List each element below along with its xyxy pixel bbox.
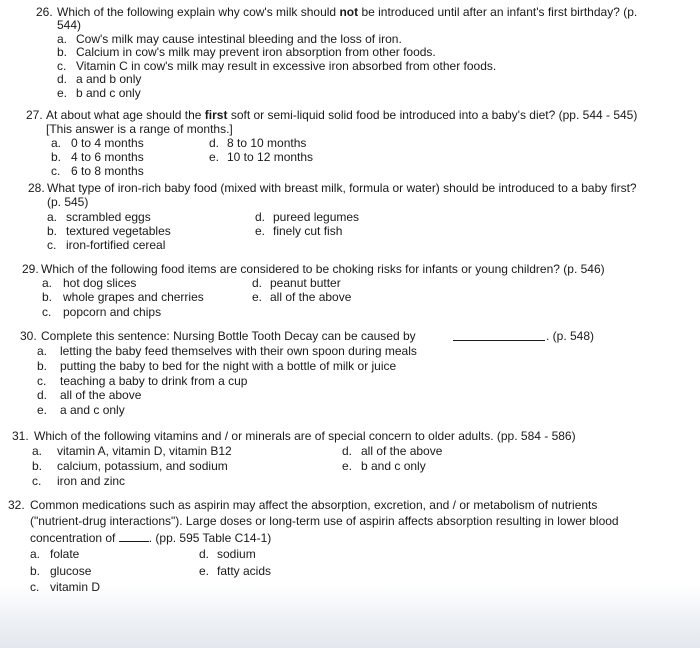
- option-letter: a.: [51, 136, 62, 150]
- stem-text: Which of the following explain why cow's milk should: [57, 5, 337, 19]
- option-letter: d.: [209, 136, 220, 150]
- option-text: textured vegetables: [66, 224, 171, 238]
- option-text: hot dog slices: [63, 276, 137, 290]
- option-letter: d.: [199, 547, 210, 561]
- question-stem-cont: [This answer is a range of months.]: [46, 122, 233, 136]
- option-letter: a.: [42, 276, 53, 290]
- option-text: teaching a baby to drink from a cup: [60, 374, 248, 388]
- option-letter: c.: [51, 164, 61, 178]
- option-letter: c.: [57, 59, 67, 73]
- question-number: 27.: [26, 108, 43, 122]
- option-letter: c.: [30, 580, 40, 594]
- option-letter: d.: [37, 388, 48, 402]
- option-letter: b.: [30, 564, 41, 578]
- option-letter: a.: [37, 344, 48, 358]
- question-number: 29.: [22, 262, 39, 276]
- option-text: glucose: [50, 564, 92, 578]
- option-text: 8 to 10 months: [227, 136, 307, 150]
- option-text: 10 to 12 months: [227, 150, 314, 164]
- question-number: 26.: [36, 5, 53, 19]
- question-stem-end: . (p. 548): [546, 329, 595, 343]
- option-letter: a.: [30, 547, 41, 561]
- option-letter: c.: [32, 474, 42, 488]
- question-stem: Which of the following food items are considered to be choking risks for infants or young children? (p. 546): [41, 262, 605, 276]
- question-number: 32.: [8, 498, 25, 512]
- question-stem: Which of the following vitamins and / or minerals are of special concern to older adults. (pp. 584 - 586): [34, 429, 576, 443]
- option-text: fatty acids: [217, 564, 272, 578]
- option-text: popcorn and chips: [63, 305, 162, 319]
- option-letter: e.: [37, 403, 48, 417]
- emphasis-first: first: [204, 108, 228, 122]
- emphasis-not: not: [339, 5, 359, 19]
- option-text: all of the above: [60, 388, 142, 402]
- option-letter: b.: [32, 459, 43, 473]
- option-text: iron and zinc: [57, 474, 126, 488]
- stem-text: soft or semi-liquid solid food be introduced into a baby's diet? (pp. 544 - 545): [230, 108, 638, 122]
- option-text: b and c only: [361, 459, 426, 473]
- option-text: peanut butter: [270, 276, 341, 290]
- option-letter: e.: [209, 150, 220, 164]
- option-text: a and c only: [60, 403, 125, 417]
- option-letter: c.: [47, 238, 57, 252]
- stem-text: be introduced until after an infant's first birthday? (p.: [361, 5, 638, 19]
- option-letter: c.: [42, 305, 52, 319]
- option-letter: b.: [57, 45, 68, 59]
- option-text: 0 to 4 months: [71, 136, 144, 150]
- option-text: putting the baby to bed for the night with a bottle of milk or juice: [60, 359, 397, 373]
- option-text: sodium: [217, 547, 256, 561]
- option-text: finely cut fish: [273, 224, 343, 238]
- option-text: calcium, potassium, and sodium: [57, 459, 228, 473]
- option-text: vitamin D: [50, 580, 101, 594]
- option-text: a and b only: [76, 72, 142, 86]
- option-text: folate: [50, 547, 80, 561]
- option-text: iron-fortified cereal: [66, 238, 166, 252]
- option-text: pureed legumes: [273, 210, 360, 224]
- option-text: vitamin A, vitamin D, vitamin B12: [57, 444, 232, 458]
- question-number: 31.: [12, 429, 29, 443]
- option-text: letting the baby feed themselves with their own spoon during meals: [60, 344, 417, 358]
- option-letter: e.: [252, 290, 263, 304]
- option-letter: e.: [255, 224, 266, 238]
- question-stem-cont: (p. 545): [47, 195, 89, 209]
- option-letter: e.: [57, 86, 68, 100]
- option-letter: a.: [47, 210, 58, 224]
- option-text: whole grapes and cherries: [63, 290, 204, 304]
- question-stem-cont: 544): [57, 18, 82, 32]
- option-text: Calcium in cow's milk may prevent iron absorption from other foods.: [76, 45, 436, 59]
- stem-text: At about what age should the: [46, 108, 202, 122]
- option-text: Vitamin C in cow's milk may result in excessive iron absorbed from other foods.: [76, 59, 497, 73]
- option-letter: d.: [342, 444, 353, 458]
- option-letter: e.: [342, 459, 353, 473]
- question-number: 28.: [28, 181, 45, 195]
- option-letter: d.: [252, 276, 263, 290]
- option-letter: a.: [57, 32, 68, 46]
- option-text: b and c only: [76, 86, 141, 100]
- option-letter: b.: [37, 359, 48, 373]
- option-text: all of the above: [361, 444, 443, 458]
- option-letter: b.: [51, 150, 62, 164]
- answer-blank: [119, 530, 149, 542]
- option-text: Cow's milk may cause intestinal bleeding and the loss of iron.: [76, 32, 402, 46]
- question-stem: What type of iron-rich baby food (mixed with breast milk, formula or water) should be introduced to a baby first?: [47, 181, 637, 195]
- question-stem-cont: [30, 530, 271, 545]
- option-text: scrambled eggs: [66, 210, 151, 224]
- stem-text: . (pp. 595 Table C14-1): [148, 531, 272, 545]
- option-letter: b.: [42, 290, 53, 304]
- option-letter: d.: [57, 72, 68, 86]
- question-number: 30.: [20, 329, 37, 343]
- option-letter: e.: [199, 564, 210, 578]
- option-letter: b.: [47, 224, 58, 238]
- option-text: 6 to 8 months: [71, 164, 144, 178]
- stem-text: concentration of: [30, 531, 116, 545]
- option-letter: d.: [255, 210, 266, 224]
- option-text: 4 to 6 months: [71, 150, 144, 164]
- question-stem-cont: ("nutrient-drug interactions"). Large doses or long-term use of aspirin affects absorption resulting in lower blood: [30, 514, 619, 528]
- question-stem: Common medications such as aspirin may affect the absorption, excretion, and / or metabolism of nutrients: [30, 498, 598, 512]
- question-stem: Complete this sentence: Nursing Bottle Tooth Decay can be caused by: [41, 329, 416, 343]
- option-letter: a.: [32, 444, 43, 458]
- option-text: all of the above: [270, 290, 352, 304]
- option-letter: c.: [37, 374, 47, 388]
